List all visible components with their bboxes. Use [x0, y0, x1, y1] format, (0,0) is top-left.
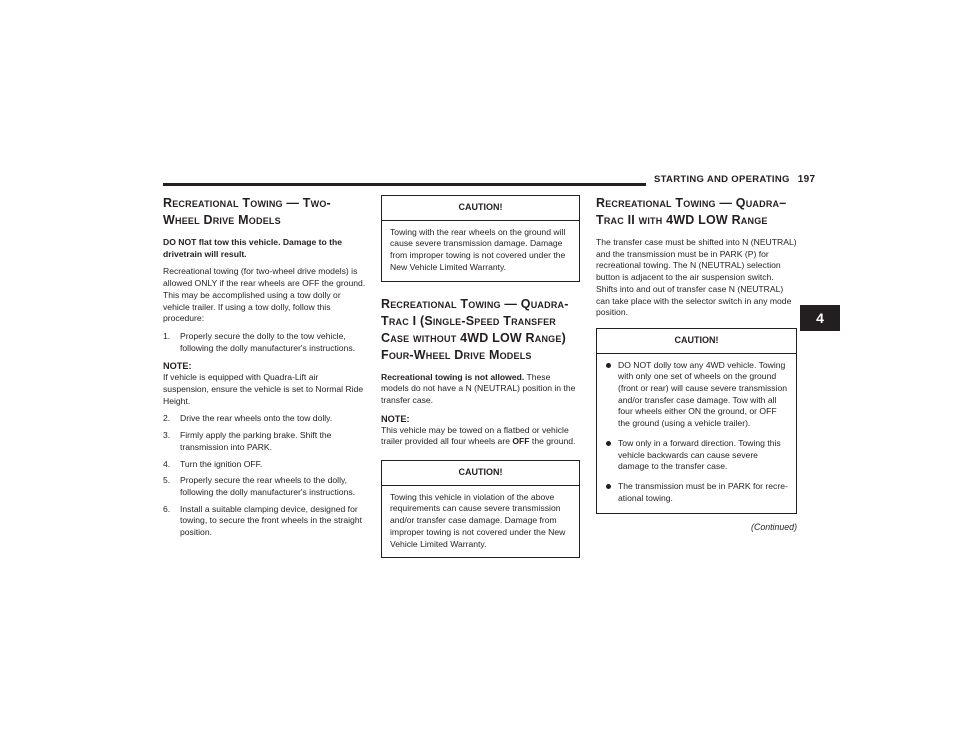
flat-tow-warning: DO NOT flat tow this vehicle. Damage to the drivetrain will result. [163, 237, 343, 259]
not-allowed-paragraph [381, 372, 580, 407]
list-item [163, 504, 366, 539]
bullet-icon [606, 363, 611, 368]
caution-title: CAUTION! [597, 329, 796, 354]
note-text [381, 425, 580, 448]
not-allowed-rest: These models do not have a N (NEUTRAL) position in the transfer case. [381, 371, 576, 405]
step-number: 3. [163, 430, 171, 441]
caution-item-text: Tow only in a forward direction. Towing this vehicle backwards can cause severe damage to the transfer case. [618, 437, 781, 472]
column-1 [163, 195, 366, 544]
caution-item-text: DO NOT dolly tow any 4WD vehicle. Towing with only one set of wheels on the ground (front or rear) will cause severe transmission and/or transfer case damage. Tow with all four wheels either ON the ground, or OFF the ground (using a vehicle trailer). [618, 359, 788, 429]
step-number: 2. [163, 413, 171, 424]
caution-body [597, 354, 796, 514]
procedure-list-part2 [163, 413, 366, 538]
note-pre: This vehicle may be towed on a flatbed or vehicle trailer provided all four wheels are [381, 424, 569, 447]
intro-paragraph: Recreational towing (for two-wheel drive models) is allowed ONLY if the rear wheels are OFF the ground. This may be accomplished using a tow dolly or vehicle trailer. If using a tow dolly, follow this procedure: [163, 266, 366, 324]
chapter-tab: 4 [800, 305, 840, 331]
note-text: If vehicle is equipped with Quadra-Lift air suspension, ensure the vehicle is set to Normal Ride Height. [163, 372, 364, 406]
list-item [605, 481, 788, 504]
list-item [163, 459, 366, 471]
step-number: 6. [163, 503, 171, 514]
step-number: 1. [163, 330, 171, 341]
list-item [163, 430, 366, 453]
list-item [163, 413, 366, 425]
step-number: 4. [163, 458, 171, 469]
caution-text: Towing this vehicle in violation of the above requirements can cause severe transmission and/or transfer case damage. Damage from improper towing is not covered under the New Vehicle Limited Warranty. [390, 491, 566, 549]
note-off: OFF [512, 436, 530, 447]
caution-item-text: The transmission must be in PARK for recre-ational towing. [618, 480, 788, 503]
caution-box-rear-wheels [381, 195, 580, 282]
bullet-icon [606, 484, 611, 489]
step-text: Install a suitable clamping device, designed for towing, to secure the front wheels in the straight position. [180, 503, 363, 538]
heading-quadra-trac-i: Recreational Towing — Quadra-Trac I (Single-Speed Transfer Case without 4WD LOW Range) Four-Wheel Drive Models [381, 296, 569, 362]
step-text: Drive the rear wheels onto the tow dolly. [180, 413, 333, 424]
heading-quadra-trac-ii: Recreational Towing — Quadra–Trac II with 4WD LOW Range [596, 196, 787, 227]
page-number: 197 [797, 174, 816, 185]
bullet-icon [606, 441, 611, 446]
step-text: Turn the ignition OFF. [180, 458, 263, 469]
caution-box-4wd [596, 328, 797, 514]
note-label: NOTE: [381, 413, 410, 424]
list-item [605, 360, 788, 430]
step-text: Firmly apply the parking brake. Shift the transmission into PARK. [180, 430, 332, 452]
step-text: Properly secure the dolly to the tow vehicle, following the dolly manufacturer's instructions. [180, 330, 356, 353]
procedure-list-part1 [163, 331, 366, 354]
caution-title: CAUTION! [382, 196, 579, 221]
transfer-case-paragraph: The transfer case must be shifted into N (NEUTRAL) and the transmission must be in PARK (P) for recreational towing. The N (NEUTRAL) selection button is adjacent to the air suspension switch. Shifts into and out of transfer case N (NEUTRAL) can take place with the selector switch in any mode position. [596, 237, 797, 318]
step-number: 5. [163, 475, 171, 486]
page-header [654, 174, 816, 185]
column-2 [381, 195, 580, 566]
caution-box-violation [381, 460, 580, 558]
note-post: the ground. [529, 436, 576, 447]
list-item [163, 331, 366, 354]
caution-list [605, 360, 788, 505]
list-item [163, 475, 366, 498]
continued-label: (Continued) [751, 522, 797, 533]
not-allowed-bold: Recreational towing is not allowed. [381, 371, 525, 382]
heading-two-wheel-drive: Recreational Towing — Two-Wheel Drive Models [163, 196, 331, 227]
header-rule [163, 183, 646, 186]
step-text: Properly secure the rear wheels to the dolly, following the dolly manufacturer's instructions. [180, 475, 356, 497]
caution-title: CAUTION! [382, 461, 579, 486]
caution-text: Towing with the rear wheels on the ground will cause severe transmission damage. Damage from improper towing is not covered under the New Vehicle Limited Warranty. [390, 226, 566, 272]
note-label: NOTE: [163, 361, 192, 372]
list-item [605, 438, 788, 473]
column-3 [596, 195, 797, 534]
section-title: STARTING AND OPERATING [654, 174, 790, 185]
